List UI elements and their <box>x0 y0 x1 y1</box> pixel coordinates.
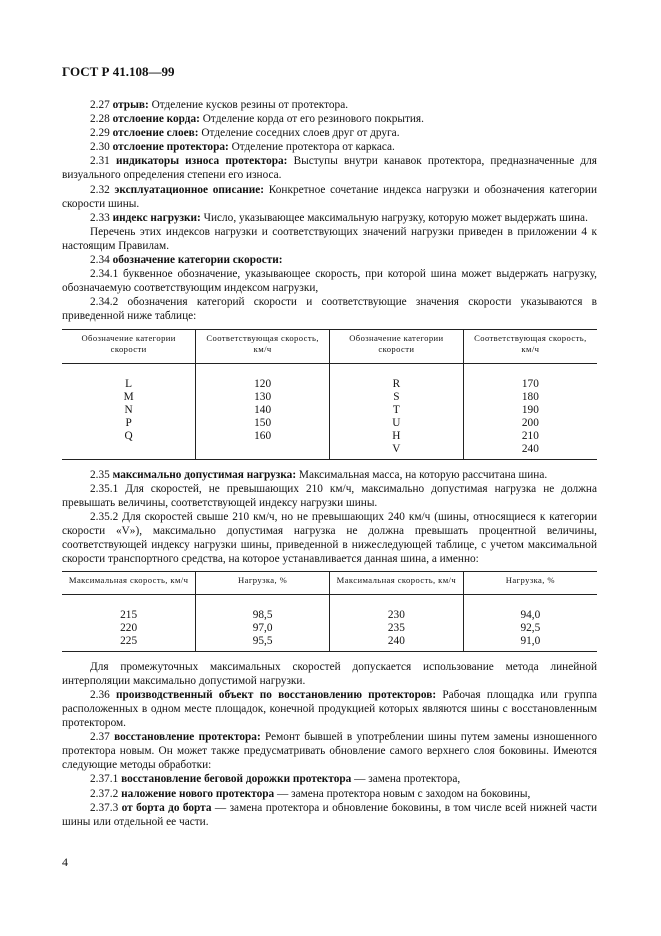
term: индекс нагрузки: <box>112 211 201 224</box>
paragraph-2-34-1: 2.34.1 буквенное обозначение, указывающее скорость, при которой шина может выдержать нагрузку, обозначаемую соответствующим индексом нагрузки, <box>62 268 597 295</box>
term: наложение нового протектора <box>121 787 275 800</box>
item-2-30: 2.30 отслоение протектора: Отделение протектора от каркаса. <box>90 141 395 154</box>
item-2-37: 2.37 восстановление протектора: Ремонт бывшей в употреблении шины путем замены изношенного протектора новым. Он может также предусматривать обновление самого верхнего слоя боковины. Имеются следующие методы обработки: <box>62 731 597 772</box>
table-header: Нагрузка, % <box>463 572 597 595</box>
term: восстановление беговой дорожки протектора <box>121 773 352 786</box>
term: обозначение категории скорости: <box>112 254 283 267</box>
table-header: Соответствующая скорость, км/ч <box>463 329 597 363</box>
item-2-35: 2.35 максимально допустимая нагрузка: Максимальная масса, на которую рассчитана шина. <box>90 468 548 481</box>
paragraph-2-33-note: Перечень этих индексов нагрузки и соответствующих значений нагрузки приведен в приложении 4 к настоящим Правилам. <box>62 225 597 252</box>
table-cell: R S T U H V <box>330 363 464 459</box>
table-cell: 94,0 92,5 91,0 <box>463 594 597 651</box>
item-2-37-1: 2.37.1 восстановление беговой дорожки протектора — замена протектора, <box>90 773 461 786</box>
table-cell: 230 235 240 <box>330 594 464 651</box>
item-2-28: 2.28 отслоение корда: Отделение корда от его резинового покрытия. <box>90 113 424 126</box>
table-header: Максимальная скорость, км/ч <box>62 572 196 595</box>
item-2-29: 2.29 отслоение слоев: Отделение соседних слоев друг от друга. <box>90 127 400 140</box>
table-header: Максимальная скорость, км/ч <box>330 572 464 595</box>
speed-category-table <box>62 329 597 460</box>
page-content <box>62 98 597 829</box>
table-cell: L M N P Q <box>62 363 196 459</box>
paragraph-2-35-2: 2.35.2 Для скоростей свыше 210 км/ч, но не превышающих 240 км/ч (шины, относящиеся к категории скорости «V»), максимально допустимая нагрузка не должна превышать процентной величины, соответствующей индексу нагрузки шины, приведенной в нижеследующей таблице, с учетом максимальной скорости транспортного средства, на которое устанавливается данная шина, а именно: <box>62 510 597 566</box>
table-cell: 98,5 97,0 95,5 <box>196 594 330 651</box>
term: отслоение корда: <box>112 113 200 126</box>
term: эксплуатационное описание: <box>114 183 265 196</box>
term: от борта до борта <box>121 801 212 814</box>
table-cell: 120 130 140 150 160 <box>196 363 330 459</box>
item-2-34: 2.34 обозначение категории скорости: <box>90 254 283 267</box>
table-cell: 170 180 190 200 210 240 <box>463 363 597 459</box>
paragraph-2-34-2: 2.34.2 обозначения категорий скорости и соответствующие значения скорости указываются в приведенной ниже таблице: <box>62 296 597 323</box>
table-header: Соответствующая скорость, км/ч <box>196 329 330 363</box>
item-2-31: 2.31 индикаторы износа протектора: Выступы внутри канавок протектора, предназначенные для визуального определения степени его износа. <box>62 155 597 182</box>
document-header: ГОСТ Р 41.108—99 <box>62 64 175 79</box>
term: восстановление протектора: <box>114 731 261 744</box>
term: отслоение протектора: <box>112 141 229 154</box>
paragraph-interpolation: Для промежуточных максимальных скоростей допускается использование метода линейной интерполяции максимально допустимой нагрузки. <box>62 660 597 687</box>
item-2-36: 2.36 производственный объект по восстановлению протекторов: Рабочая площадка или группа расположенных в одном месте площадок, конечной продукцией которых являются шины с восстановленным протектором. <box>62 688 598 730</box>
table-cell: 215 220 225 <box>62 594 196 651</box>
item-2-33: 2.33 индекс нагрузки: Число, указывающее максимальную нагрузку, которую может выдержать шина. <box>90 211 588 224</box>
term: производственный объект по восстановлению протекторов: <box>116 688 437 701</box>
table-header: Нагрузка, % <box>196 572 330 595</box>
term: отрыв: <box>112 99 149 111</box>
term: индикаторы износа протектора: <box>115 155 288 168</box>
item-2-32: 2.32 эксплуатационное описание: Конкретное сочетание индекса нагрузки и обозначения категории скорости шины. <box>62 183 598 210</box>
table-header: Обозначение категории скорости <box>330 329 464 363</box>
table-header: Обозначение категории скорости <box>62 329 196 363</box>
page-number: 4 <box>62 855 68 869</box>
item-2-37-2: 2.37.2 наложение нового протектора — замена протектора новым с заходом на боковины, <box>90 787 531 800</box>
item-2-27: 2.27 отрыв: Отделение кусков резины от протектора. <box>90 99 349 111</box>
item-2-37-3: 2.37.3 от борта до борта — замена протектора и обновление боковины, в том числе всей нижней части шины или отдельной ее части. <box>62 801 597 828</box>
term: максимально допустимая нагрузка: <box>112 468 297 481</box>
term: отслоение слоев: <box>112 127 199 140</box>
load-percentage-table <box>62 571 597 652</box>
paragraph-2-35-1: 2.35.1 Для скоростей, не превышающих 210 км/ч, максимально допустимая нагрузка не должна превышать величины, соответствующей индексу нагрузки шины. <box>62 482 597 509</box>
